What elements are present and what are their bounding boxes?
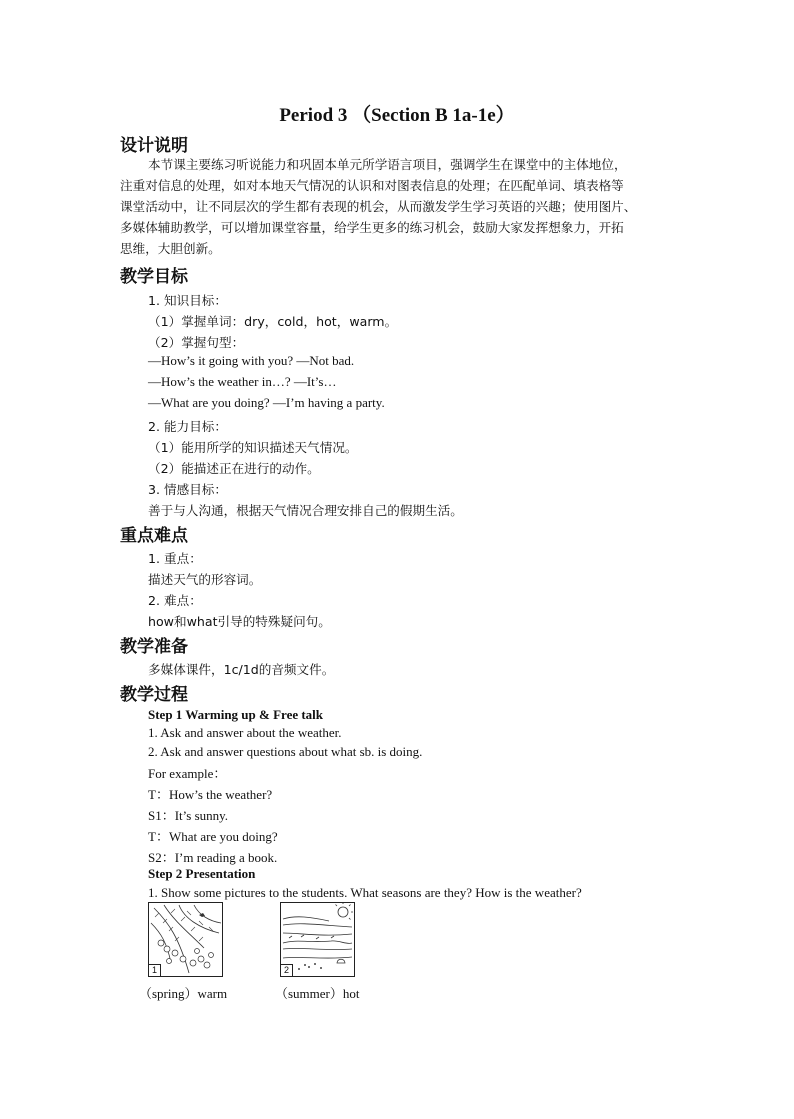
section-heading-goals: 教学目标 <box>120 267 188 287</box>
prep-line: 多媒体课件，1c/1d的音频文件。 <box>148 662 335 677</box>
step1-line: 2. Ask and answer questions about what sb. is doing. <box>148 744 423 759</box>
goals-line: （2）掌握句型： <box>148 335 245 350</box>
step2-heading: Step 2 Presentation <box>148 866 256 881</box>
design-line: 注重对信息的处理，如对本地天气情况的认识和对图表信息的处理；在匹配单词、填表格等 <box>120 178 624 193</box>
design-paragraph <box>120 154 680 259</box>
goals-line: （1）掌握单词：dry，cold，hot，warm。 <box>148 314 398 329</box>
section-heading-prep: 教学准备 <box>120 637 188 657</box>
design-line: 课堂活动中，让不同层次的学生都有表现的机会，从而激发学生学习英语的兴趣；使用图片、 <box>120 199 637 214</box>
goals-line: —How’s it going with you? —Not bad. <box>148 353 355 368</box>
design-line: 思维，大胆创新。 <box>120 241 221 256</box>
step1-line: S1：It’s sunny. <box>148 808 229 823</box>
goals-line: 善于与人沟通，根据天气情况合理安排自己的假期生活。 <box>148 503 463 518</box>
picture-caption: （summer）hot <box>275 986 360 1001</box>
goals-line: 3. 情感目标： <box>148 482 227 497</box>
section-heading-design: 设计说明 <box>120 136 188 156</box>
design-line: 多媒体辅助教学，可以增加课堂容量，给学生更多的练习机会，鼓励大家发挥想象力，开拓 <box>120 220 624 235</box>
picture-number: 2 <box>281 964 293 976</box>
goals-line: （1）能用所学的知识描述天气情况。 <box>148 440 358 455</box>
goals-line: 2. 能力目标： <box>148 419 227 434</box>
section-heading-process: 教学过程 <box>120 685 188 705</box>
design-line: 本节课主要练习听说能力和巩固本单元所学语言项目，强调学生在课堂中的主体地位， <box>148 157 627 172</box>
goals-line: —How’s the weather in…? —It’s… <box>148 374 337 389</box>
goals-line: —What are you doing? —I’m having a party. <box>148 395 385 410</box>
page-title: Period 3 （Section B 1a-1e） <box>279 105 515 126</box>
step1-line: T：What are you doing? <box>148 829 278 844</box>
keypoints-line: 描述天气的形容词。 <box>148 572 262 587</box>
goals-line: 1. 知识目标： <box>148 293 227 308</box>
picture-number: 1 <box>149 964 161 976</box>
keypoints-line: 2. 难点： <box>148 593 202 608</box>
step1-line: T：How’s the weather? <box>148 787 273 802</box>
picture-caption: （spring）warm <box>139 986 228 1001</box>
step2-line: 1. Show some pictures to the students. What seasons are they? How is the weather? <box>148 885 582 900</box>
section-heading-keypoints: 重点难点 <box>120 526 188 546</box>
step1-heading: Step 1 Warming up & Free talk <box>148 707 324 722</box>
step1-line: S2：I’m reading a book. <box>148 850 278 865</box>
keypoints-line: 1. 重点： <box>148 551 202 566</box>
step1-line: 1. Ask and answer about the weather. <box>148 725 342 740</box>
picture-summer <box>280 902 355 977</box>
keypoints-line: how和what引导的特殊疑问句。 <box>148 614 331 629</box>
picture-spring <box>148 902 223 977</box>
step1-line: For example： <box>148 766 227 781</box>
goals-line: （2）能描述正在进行的动作。 <box>148 461 320 476</box>
